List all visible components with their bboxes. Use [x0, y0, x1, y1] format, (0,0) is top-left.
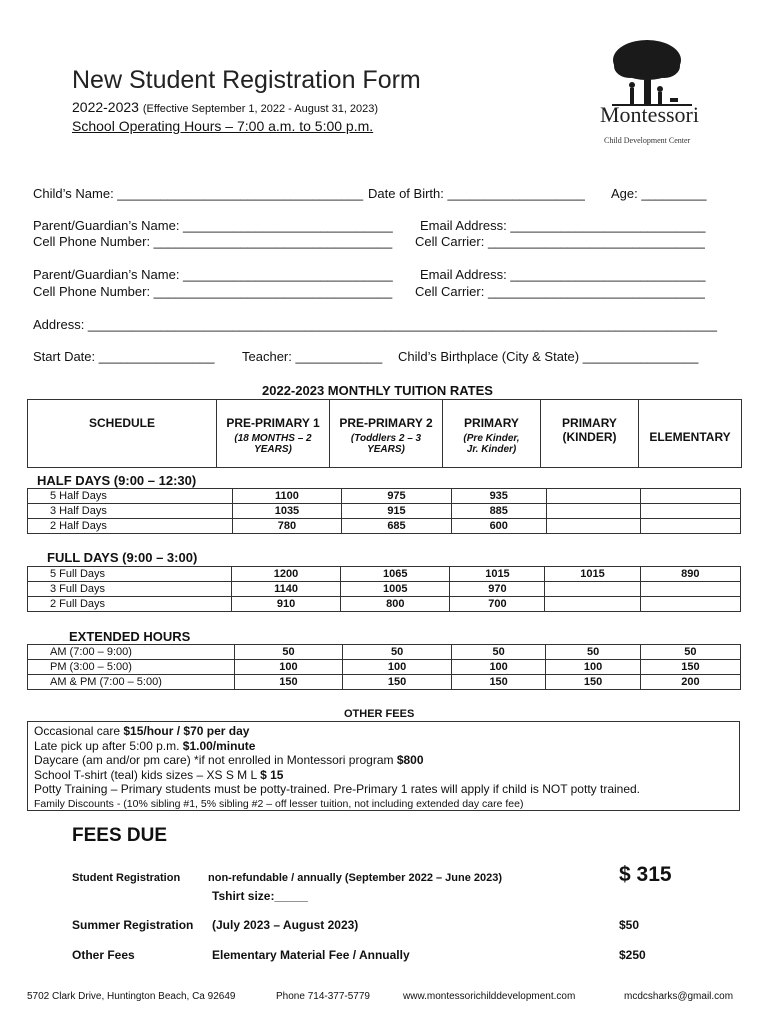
col-primary: PRIMARY (Pre Kinder, Jr. Kinder) — [442, 400, 540, 467]
fee-line — [34, 753, 733, 768]
rate-cell — [640, 597, 740, 612]
col-elementary: ELEMENTARY — [638, 400, 741, 467]
fee-amount: $15/hour / $70 per day — [123, 724, 250, 738]
fee-amount: $1.00/minute — [182, 738, 256, 753]
extended-hours-title: EXTENDED HOURS — [69, 629, 191, 644]
table-row — [28, 582, 741, 597]
table-row — [28, 597, 741, 612]
rate-cell: 700 — [450, 597, 545, 612]
fee-amount: $ 15 — [260, 767, 284, 782]
rate-cell: 685 — [342, 519, 451, 534]
student-registration-amount: $ 315 — [619, 863, 672, 886]
fee-text: Potty Training – Primary students must be potty-trained. Pre-Primary 1 rates will apply if child is NOT potty trained. — [34, 782, 641, 796]
rate-cell: 200 — [640, 675, 740, 690]
parent2-carrier-field[interactable]: Cell Carrier: ______________________________ — [415, 284, 705, 299]
col-primary-kinder: PRIMARY (KINDER) — [540, 400, 638, 467]
rate-cell: 885 — [451, 504, 546, 519]
montessori-logo — [592, 38, 712, 153]
rate-cell: 915 — [342, 504, 451, 519]
schedule-label: 3 Full Days — [28, 582, 232, 597]
rate-cell — [641, 489, 741, 504]
rate-cell: 800 — [341, 597, 450, 612]
school-year — [72, 99, 378, 115]
schedule-label: AM & PM (7:00 – 5:00) — [28, 675, 235, 690]
rate-cell: 975 — [342, 489, 451, 504]
rate-cell — [545, 582, 640, 597]
form-title: New Student Registration Form — [72, 66, 421, 94]
table-row — [28, 675, 741, 690]
fee-line — [34, 782, 733, 797]
rate-cell: 935 — [451, 489, 546, 504]
fee-line — [34, 724, 733, 739]
col-pre-primary-2: PRE-PRIMARY 2 (Toddlers 2 – 3 YEARS) — [329, 400, 442, 467]
summer-registration-amount: $50 — [619, 918, 640, 932]
footer-phone: Phone 714-377-5779 — [276, 991, 370, 1002]
rate-cell: 910 — [231, 597, 340, 612]
rate-cell: 150 — [234, 675, 343, 690]
rate-cell: 1035 — [232, 504, 342, 519]
col-schedule: SCHEDULE — [88, 416, 155, 430]
rate-cell: 890 — [640, 567, 740, 582]
rate-cell: 150 — [546, 675, 640, 690]
parent2-email-field[interactable]: Email Address: ___________________________ — [420, 267, 706, 282]
rate-cell: 100 — [451, 660, 545, 675]
fee-text: Daycare (am and/or pm care) *if not enrolled in Montessori program — [34, 753, 397, 767]
tree-icon — [592, 38, 712, 108]
rate-cell: 1140 — [231, 582, 340, 597]
schedule-label: 3 Half Days — [28, 504, 233, 519]
parent1-name-field[interactable]: Parent/Guardian’s Name: _____________________________ — [33, 218, 393, 233]
rate-cell: 50 — [451, 645, 545, 660]
other-fees-box — [27, 721, 740, 811]
rate-cell — [546, 504, 640, 519]
rate-cell: 1015 — [450, 567, 545, 582]
tshirt-size-field[interactable]: Tshirt size:_____ — [212, 889, 308, 903]
full-days-title: FULL DAYS (9:00 – 3:00) — [47, 550, 198, 565]
rate-cell: 150 — [343, 675, 452, 690]
rate-cell: 150 — [640, 660, 740, 675]
schedule-label: 5 Half Days — [28, 489, 233, 504]
rate-cell — [546, 489, 640, 504]
child-name-field[interactable]: Child’s Name: __________________________________ — [33, 186, 364, 201]
rate-cell: 50 — [546, 645, 640, 660]
footer-website[interactable]: www.montessorichilddevelopment.com — [403, 991, 576, 1002]
rate-cell: 600 — [451, 519, 546, 534]
table-row — [28, 660, 741, 675]
table-row — [28, 645, 741, 660]
other-fees-amount: $250 — [619, 948, 646, 962]
fees-due-title: FEES DUE — [72, 825, 168, 846]
rate-cell: 150 — [451, 675, 545, 690]
rate-cell — [545, 597, 640, 612]
fee-text: Late pick up after 5:00 p.m. — [34, 738, 183, 753]
table-row — [28, 489, 741, 504]
summer-registration-desc: (July 2023 – August 2023) — [212, 918, 359, 932]
parent1-phone-field[interactable]: Cell Phone Number: _________________________________ — [33, 234, 393, 249]
tuition-title: 2022-2023 MONTHLY TUITION RATES — [262, 383, 493, 398]
table-row — [28, 519, 741, 534]
rate-cell: 100 — [234, 660, 343, 675]
rate-cell: 780 — [232, 519, 342, 534]
start-date-field[interactable]: Start Date: ________________ — [33, 349, 215, 364]
fee-line — [34, 797, 733, 812]
schedule-label: 2 Half Days — [28, 519, 233, 534]
rate-cell — [641, 504, 741, 519]
address-field[interactable]: Address: _______________________________________________________________________________________ — [33, 317, 717, 332]
parent1-carrier-field[interactable]: Cell Carrier: ______________________________ — [415, 234, 705, 249]
birthplace-field[interactable]: Child’s Birthplace (City & State) ________________ — [398, 349, 699, 364]
other-fees-desc: Elementary Material Fee / Annually — [212, 948, 410, 962]
parent2-name-field[interactable]: Parent/Guardian’s Name: _____________________________ — [33, 267, 393, 282]
rate-cell: 970 — [450, 582, 545, 597]
summer-registration-label: Summer Registration — [72, 918, 194, 932]
effective-dates: (Effective September 1, 2022 - August 31, 2023) — [142, 103, 379, 115]
rate-cell: 50 — [234, 645, 343, 660]
footer-email[interactable]: mcdcsharks@gmail.com — [624, 991, 734, 1002]
student-registration-label: Student Registration — [72, 872, 181, 884]
logo-name: Montessori — [600, 102, 699, 127]
fee-text: Occasional care — [34, 724, 124, 738]
full-days-table — [27, 566, 741, 612]
rate-cell: 1200 — [231, 567, 340, 582]
fee-text: School T-shirt (teal) kids sizes – XS S M L — [34, 767, 261, 782]
rate-cell: 100 — [546, 660, 640, 675]
fee-line — [34, 768, 733, 783]
age-field[interactable]: Age: _________ — [611, 186, 707, 201]
schedule-label: 5 Full Days — [28, 567, 232, 582]
dob-field[interactable]: Date of Birth: ___________________ — [368, 186, 585, 201]
table-row — [28, 567, 741, 582]
table-row — [28, 504, 741, 519]
extended-hours-table — [27, 644, 741, 690]
footer-address: 5702 Clark Drive, Huntington Beach, Ca 92649 — [27, 991, 236, 1002]
tuition-header — [27, 399, 742, 468]
rate-cell — [546, 519, 640, 534]
rate-cell — [641, 519, 741, 534]
rate-cell: 100 — [343, 660, 452, 675]
rate-cell: 1005 — [341, 582, 450, 597]
col-pre-primary-1: PRE-PRIMARY 1 (18 MONTHS – 2 YEARS) — [216, 400, 329, 467]
parent2-phone-field[interactable]: Cell Phone Number: _________________________________ — [33, 284, 393, 299]
rate-cell — [640, 582, 740, 597]
operating-hours: School Operating Hours – 7:00 a.m. to 5:00 p.m. — [72, 118, 374, 134]
schedule-label: PM (3:00 – 5:00) — [28, 660, 235, 675]
rate-cell: 50 — [640, 645, 740, 660]
half-days-table — [27, 488, 741, 534]
rate-cell: 1065 — [341, 567, 450, 582]
year-text: 2022-2023 — [72, 99, 139, 115]
schedule-label: AM (7:00 – 9:00) — [28, 645, 235, 660]
rate-cell: 1100 — [232, 489, 342, 504]
parent1-email-field[interactable]: Email Address: ___________________________ — [420, 218, 706, 233]
fee-line — [34, 739, 733, 754]
fee-amount: $800 — [396, 753, 424, 767]
student-registration-desc: non-refundable / annually (September 2022 – June 2023) — [208, 872, 503, 884]
rate-cell: 1015 — [545, 567, 640, 582]
half-days-title: HALF DAYS (9:00 – 12:30) — [37, 473, 197, 488]
fee-text: Family Discounts - (10% sibling #1, 5% sibling #2 – off lesser tuition, not including extended day care fee) — [34, 797, 524, 810]
teacher-field[interactable]: Teacher: ____________ — [242, 349, 383, 364]
rate-cell: 50 — [343, 645, 452, 660]
other-fees-label: Other Fees — [72, 948, 135, 962]
schedule-label: 2 Full Days — [28, 597, 232, 612]
other-fees-title: OTHER FEES — [344, 708, 415, 720]
logo-subtitle: Child Development Center — [604, 136, 691, 145]
